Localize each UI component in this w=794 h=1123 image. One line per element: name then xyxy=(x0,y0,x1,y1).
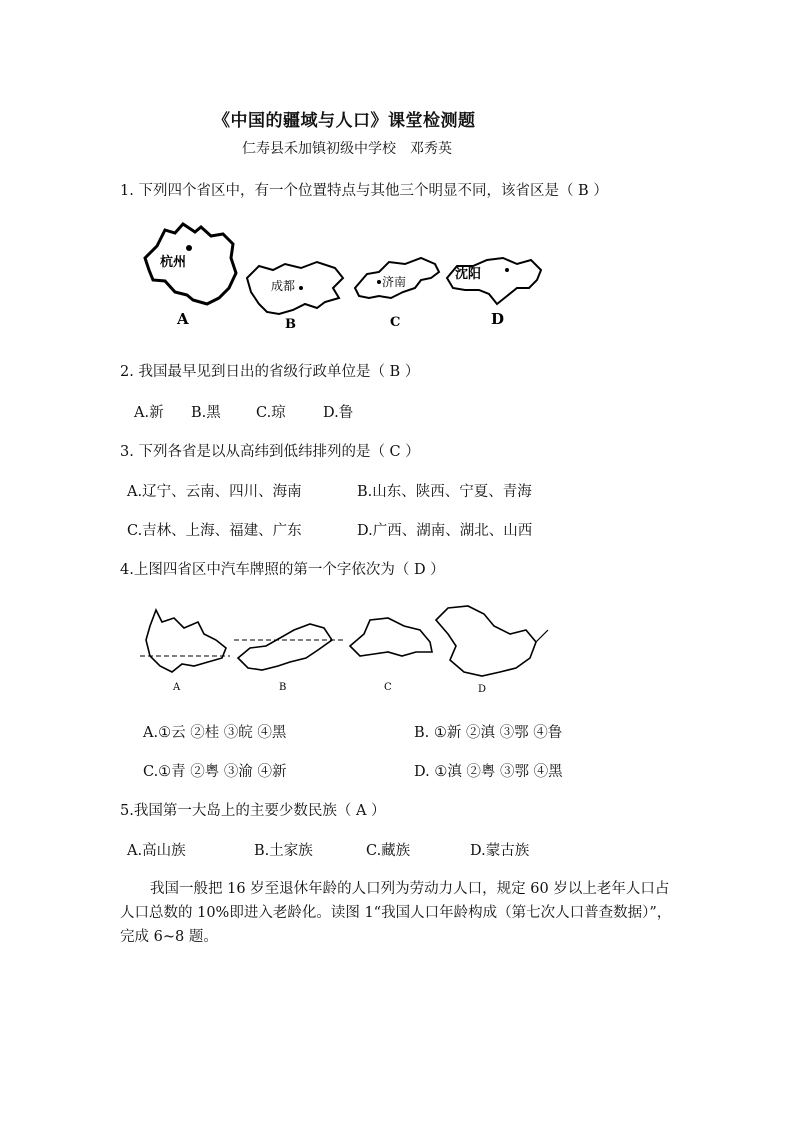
map-b-sichuan xyxy=(247,262,343,332)
q4-map-b-letter: B xyxy=(279,682,287,693)
q2-option-d: D.鲁 xyxy=(323,405,354,421)
question-5: 5.我国第一大岛上的主要少数民族（ A ） xyxy=(120,803,386,819)
intro-paragraph: 我国一般把 16 岁至退休年龄的人口列为劳动力人口，规定 60 岁以上老年人口占人口总数的 10%即进入老龄化。读图 1“我国人口年龄构成（第七次人口普查数据）”，完成 6~8 题。 xyxy=(120,881,672,945)
map-a-letter: A xyxy=(177,310,189,328)
q1-province-maps xyxy=(135,218,555,336)
question-1: 1. 下列四个省区中，有一个位置特点与其他三个明显不同，该省区是（ B ） xyxy=(120,183,608,199)
q2-option-a: A.新 xyxy=(134,405,164,421)
page-title: 《中国的疆域与人口》课堂检测题 xyxy=(213,111,476,131)
q5-option-b: B.土家族 xyxy=(254,843,313,859)
map-c-shandong xyxy=(355,258,439,330)
question-4: 4.上图四省区中汽车牌照的第一个字依次为（ D ） xyxy=(120,562,445,578)
q3-option-d: D.广西、湖南、湖北、山西 xyxy=(357,523,533,539)
q2-option-c: C.琼 xyxy=(256,405,286,421)
q4-map-c-hubei xyxy=(350,618,432,693)
q4-map-d-heilongjiang xyxy=(436,606,548,695)
q3-option-b: B.山东、陕西、宁夏、青海 xyxy=(357,484,532,500)
map-d-letter: D xyxy=(491,310,505,328)
q4-map-a-yunnan xyxy=(140,610,230,693)
q4-option-d: D. ①滇 ②粤 ③鄂 ④黑 xyxy=(414,764,563,780)
map-a-zhejiang xyxy=(145,224,236,328)
q4-map-d-letter: D xyxy=(478,684,487,695)
map-b-letter: B xyxy=(285,317,296,332)
map-d-city-label: 沈阳 xyxy=(455,267,482,282)
q4-map-a-letter: A xyxy=(173,682,181,693)
author-line: 仁寿县禾加镇初级中学校 邓秀英 xyxy=(242,141,452,157)
q3-option-c: C.吉林、上海、福建、广东 xyxy=(127,523,302,539)
map-d-liaoning xyxy=(447,258,541,328)
q4-map-c-letter: C xyxy=(384,682,392,693)
map-c-city-label: 济南 xyxy=(382,275,407,289)
map-b-city-label: 成都 xyxy=(271,279,296,293)
q4-option-b: B. ①新 ②滇 ③鄂 ④鲁 xyxy=(414,725,563,741)
q4-option-c: C.①青 ②粤 ③渝 ④新 xyxy=(143,764,287,780)
q5-option-c: C.藏族 xyxy=(366,843,411,859)
q4-map-b-guangdong xyxy=(234,624,344,693)
q5-option-d: D.蒙古族 xyxy=(470,843,530,859)
q4-province-maps xyxy=(138,600,558,700)
map-a-city-label: 杭州 xyxy=(160,255,187,270)
q5-option-a: A.高山族 xyxy=(127,843,186,859)
q4-option-a: A.①云 ②桂 ③皖 ④黑 xyxy=(143,725,287,741)
map-c-letter: C xyxy=(390,315,401,330)
q3-option-a: A.辽宁、云南、四川、海南 xyxy=(127,484,302,500)
q2-option-b: B.黑 xyxy=(191,405,221,421)
question-2: 2. 我国最早见到日出的省级行政单位是（ B ） xyxy=(120,364,420,380)
question-3: 3. 下列各省是以从高纬到低纬排列的是（ C ） xyxy=(120,444,420,460)
